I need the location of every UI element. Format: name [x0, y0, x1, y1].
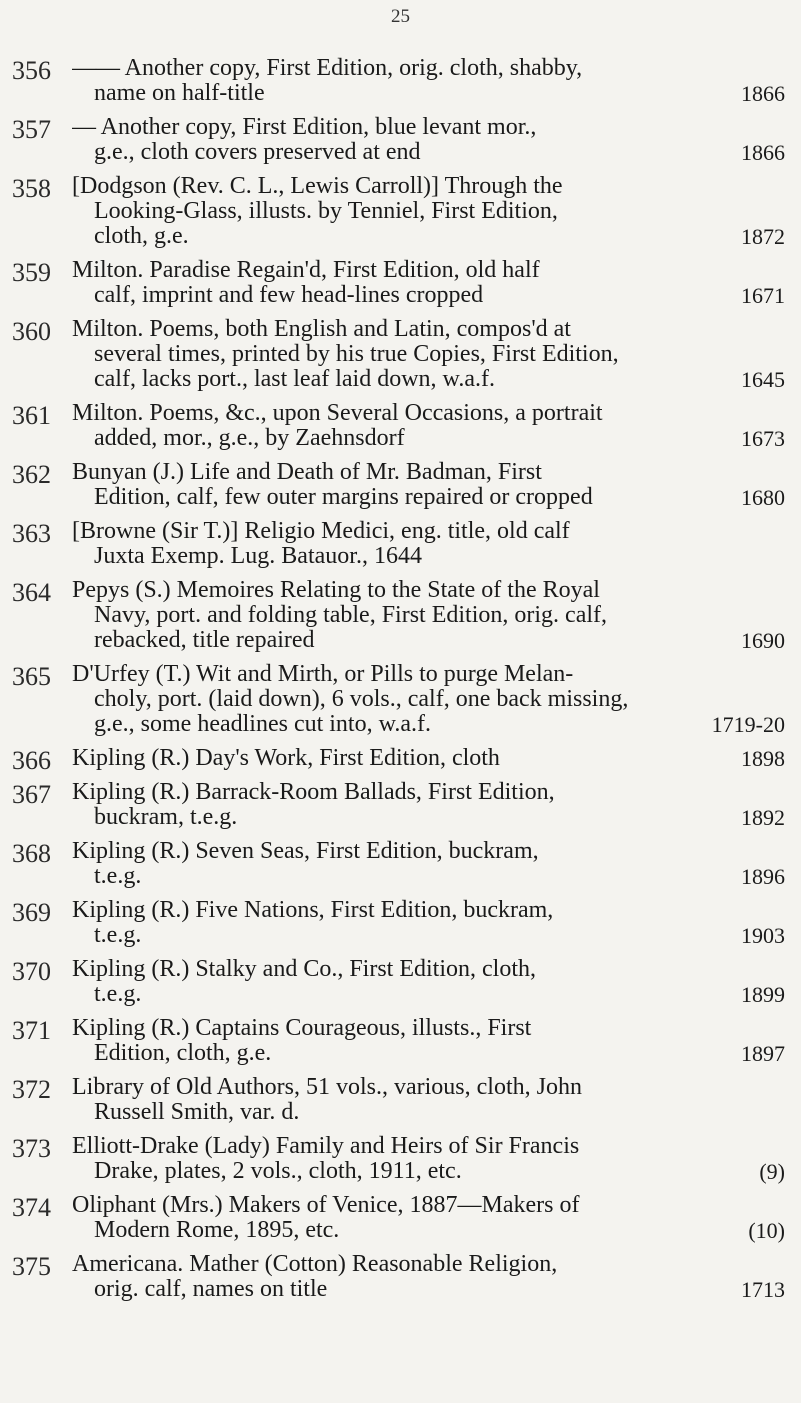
- lot-number: 370: [12, 957, 51, 986]
- lot-number: 364: [12, 578, 51, 607]
- catalogue-entry: [0, 662, 801, 737]
- entry-date: 1719-20: [711, 712, 785, 737]
- lot-number: 358: [12, 174, 51, 203]
- entry-line: [72, 115, 785, 140]
- entry-line: [72, 923, 785, 948]
- catalogue-entry: [0, 174, 801, 249]
- lot-number: 367: [12, 780, 51, 809]
- entry-line-text: added, mor., g.e., by Zaehnsdorf: [94, 426, 405, 451]
- entry-line-text: Russell Smith, var. d.: [94, 1100, 300, 1125]
- entry-date: 1898: [741, 746, 785, 771]
- entry-line-text: Kipling (R.) Captains Courageous, illusts., First: [72, 1016, 532, 1041]
- entry-line: [72, 1218, 785, 1243]
- entry-line-text: Oliphant (Mrs.) Makers of Venice, 1887—Makers of: [72, 1193, 580, 1218]
- entry-line-text: orig. calf, names on title: [94, 1277, 328, 1302]
- entry-line-text: Looking-Glass, illusts. by Tenniel, First Edition,: [94, 199, 558, 224]
- entry-line: [72, 519, 785, 544]
- entry-line: [72, 401, 785, 426]
- entry-line: [72, 56, 785, 81]
- entry-line-text: Modern Rome, 1895, etc.: [94, 1218, 340, 1243]
- entry-line: [72, 982, 785, 1007]
- lot-number: 357: [12, 115, 51, 144]
- lot-number: 371: [12, 1016, 51, 1045]
- entry-date: 1872: [741, 224, 785, 249]
- entry-description: [72, 56, 785, 106]
- entry-line: [72, 1075, 785, 1100]
- catalogue-entry: [0, 898, 801, 948]
- lot-number: 361: [12, 401, 51, 430]
- entry-date: 1645: [741, 367, 785, 392]
- entry-line-text: [Dodgson (Rev. C. L., Lewis Carroll)] Through the: [72, 174, 563, 199]
- entry-line-text: [Browne (Sir T.)] Religio Medici, eng. title, old calf: [72, 519, 570, 544]
- entry-description: [72, 1193, 785, 1243]
- lot-number: 369: [12, 898, 51, 927]
- entry-line: [72, 140, 785, 165]
- entry-line: [72, 199, 785, 224]
- catalogue-entry: [0, 1134, 801, 1184]
- entry-line-text: D'Urfey (T.) Wit and Mirth, or Pills to purge Melan-: [72, 662, 574, 687]
- entry-line-text: —— Another copy, First Edition, orig. cloth, shabby,: [72, 56, 583, 81]
- entry-line: [72, 1041, 785, 1066]
- entry-line-text: Elliott-Drake (Lady) Family and Heirs of Sir Francis: [72, 1134, 580, 1159]
- entry-line: [72, 342, 785, 367]
- entry-line-text: calf, lacks port., last leaf laid down, w.a.f.: [94, 367, 495, 392]
- entry-line-text: calf, imprint and few head-lines cropped: [94, 283, 484, 308]
- entry-date: 1897: [741, 1041, 785, 1066]
- entry-line: [72, 460, 785, 485]
- entry-line: [72, 224, 785, 249]
- entry-line: [72, 1252, 785, 1277]
- entry-date: 1866: [741, 140, 785, 165]
- entry-description: [72, 519, 785, 569]
- entry-line-text: g.e., cloth covers preserved at end: [94, 140, 421, 165]
- entry-line-text: Milton. Poems, both English and Latin, compos'd at: [72, 317, 571, 342]
- entry-date: 1673: [741, 426, 785, 451]
- catalogue-entry: [0, 957, 801, 1007]
- entry-line-text: name on half-title: [94, 81, 265, 106]
- entry-line-text: g.e., some headlines cut into, w.a.f.: [94, 712, 432, 737]
- catalogue-entry: [0, 258, 801, 308]
- entry-line-text: t.e.g.: [94, 982, 142, 1007]
- entry-line: [72, 1100, 785, 1125]
- entry-line-text: Pepys (S.) Memoires Relating to the State of the Royal: [72, 578, 600, 603]
- catalogue-entry: [0, 839, 801, 889]
- entry-line: [72, 317, 785, 342]
- entry-line: [72, 258, 785, 283]
- lot-number: 372: [12, 1075, 51, 1104]
- entry-line: [72, 864, 785, 889]
- entry-line-text: Kipling (R.) Day's Work, First Edition, cloth: [72, 746, 500, 771]
- entry-line: [72, 662, 785, 687]
- catalogue-entry: [0, 780, 801, 830]
- entry-line-text: buckram, t.e.g.: [94, 805, 238, 830]
- catalogue-entry: [0, 578, 801, 653]
- entry-date: 1896: [741, 864, 785, 889]
- entry-line-text: Kipling (R.) Stalky and Co., First Edition, cloth,: [72, 957, 536, 982]
- entry-line-text: Milton. Paradise Regain'd, First Edition, old half: [72, 258, 540, 283]
- entry-line-text: Bunyan (J.) Life and Death of Mr. Badman, First: [72, 460, 542, 485]
- lot-number: 366: [12, 746, 51, 775]
- entry-line-text: Edition, calf, few outer margins repaired or cropped: [94, 485, 593, 510]
- catalogue-entry: [0, 1252, 801, 1302]
- page-number: 25: [391, 6, 410, 27]
- entry-line-text: cloth, g.e.: [94, 224, 189, 249]
- lot-number: 359: [12, 258, 51, 287]
- catalogue-entry: [0, 1016, 801, 1066]
- entry-line: [72, 1016, 785, 1041]
- catalogue-entry: [0, 519, 801, 569]
- entry-line-text: several times, printed by his true Copies, First Edition,: [94, 342, 619, 367]
- entry-description: [72, 258, 785, 308]
- entry-date: 1892: [741, 805, 785, 830]
- catalogue-entry: [0, 317, 801, 392]
- entry-line: [72, 1277, 785, 1302]
- entry-description: [72, 460, 785, 510]
- entry-line-text: Navy, port. and folding table, First Edition, orig. calf,: [94, 603, 608, 628]
- entry-description: [72, 839, 785, 889]
- entry-line-text: Milton. Poems, &c., upon Several Occasions, a portrait: [72, 401, 603, 426]
- entry-line-text: Americana. Mather (Cotton) Reasonable Religion,: [72, 1252, 558, 1277]
- entry-line: [72, 687, 785, 712]
- entry-line-text: Kipling (R.) Seven Seas, First Edition, buckram,: [72, 839, 539, 864]
- entry-line: [72, 780, 785, 805]
- entry-line: [72, 426, 785, 451]
- entry-line: [72, 839, 785, 864]
- lot-number: 363: [12, 519, 51, 548]
- entry-line-text: t.e.g.: [94, 864, 142, 889]
- catalogue-entry: [0, 746, 801, 775]
- entry-date: (10): [748, 1218, 785, 1243]
- entry-description: [72, 115, 785, 165]
- entry-line: [72, 81, 785, 106]
- entry-line: [72, 957, 785, 982]
- entry-description: [72, 898, 785, 948]
- entry-line-text: Drake, plates, 2 vols., cloth, 1911, etc.: [94, 1159, 462, 1184]
- entry-line-text: Library of Old Authors, 51 vols., various, cloth, John: [72, 1075, 582, 1100]
- catalogue-entry: [0, 1075, 801, 1125]
- entry-line: [72, 367, 785, 392]
- entry-description: [72, 662, 785, 737]
- entry-description: [72, 578, 785, 653]
- entry-line: [72, 174, 785, 199]
- entry-line: [72, 746, 785, 771]
- lot-number: 375: [12, 1252, 51, 1281]
- entry-line: [72, 628, 785, 653]
- entry-line: [72, 283, 785, 308]
- catalogue-entry: [0, 56, 801, 106]
- catalogue-entry: [0, 460, 801, 510]
- catalogue-entry: [0, 1193, 801, 1243]
- entry-line: [72, 1193, 785, 1218]
- entry-line: [72, 712, 785, 737]
- entry-line-text: Edition, cloth, g.e.: [94, 1041, 272, 1066]
- entry-date: (9): [759, 1159, 785, 1184]
- entry-date: 1713: [741, 1277, 785, 1302]
- entry-line: [72, 544, 785, 569]
- entry-description: [72, 401, 785, 451]
- lot-number: 360: [12, 317, 51, 346]
- entry-description: [72, 1075, 785, 1125]
- entry-date: 1680: [741, 485, 785, 510]
- entry-line-text: rebacked, title repaired: [94, 628, 315, 653]
- entry-description: [72, 1252, 785, 1302]
- lot-number: 373: [12, 1134, 51, 1163]
- entry-line-text: Kipling (R.) Barrack-Room Ballads, First Edition,: [72, 780, 555, 805]
- entry-line: [72, 603, 785, 628]
- entry-line: [72, 578, 785, 603]
- entry-line: [72, 805, 785, 830]
- entry-line: [72, 1134, 785, 1159]
- entry-date: 1866: [741, 81, 785, 106]
- lot-number: 356: [12, 56, 51, 85]
- entry-date: 1690: [741, 628, 785, 653]
- entry-line-text: — Another copy, First Edition, blue levant mor.,: [72, 115, 537, 140]
- lot-number: 362: [12, 460, 51, 489]
- entry-line-text: Juxta Exemp. Lug. Batauor., 1644: [94, 544, 422, 569]
- entry-line: [72, 1159, 785, 1184]
- lot-number: 368: [12, 839, 51, 868]
- entry-date: 1899: [741, 982, 785, 1007]
- catalogue-entries: [0, 56, 801, 1311]
- entry-description: [72, 957, 785, 1007]
- entry-description: [72, 746, 785, 771]
- entry-description: [72, 1134, 785, 1184]
- entry-line-text: Kipling (R.) Five Nations, First Edition, buckram,: [72, 898, 554, 923]
- entry-line-text: choly, port. (laid down), 6 vols., calf, one back missing,: [94, 687, 629, 712]
- entry-description: [72, 174, 785, 249]
- entry-description: [72, 780, 785, 830]
- catalogue-entry: [0, 401, 801, 451]
- entry-line-text: t.e.g.: [94, 923, 142, 948]
- entry-date: 1903: [741, 923, 785, 948]
- lot-number: 365: [12, 662, 51, 691]
- entry-line: [72, 898, 785, 923]
- entry-description: [72, 317, 785, 392]
- entry-description: [72, 1016, 785, 1066]
- entry-date: 1671: [741, 283, 785, 308]
- lot-number: 374: [12, 1193, 51, 1222]
- catalogue-entry: [0, 115, 801, 165]
- entry-line: [72, 485, 785, 510]
